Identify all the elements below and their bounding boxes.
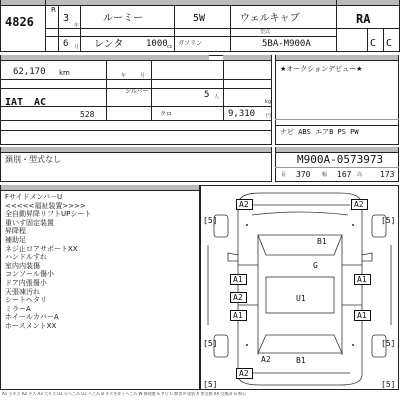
condition-line: Fサイドメンバ－U: [5, 193, 63, 201]
divider: [275, 60, 399, 61]
divider: [45, 28, 400, 29]
damage-rear-bumper: A2: [239, 369, 249, 378]
rear-left-tread: [5]: [203, 339, 218, 348]
door-count: 5W: [193, 13, 206, 24]
divider: [223, 60, 224, 120]
width-value: 167: [337, 170, 352, 179]
capacity-value: 5: [204, 90, 210, 100]
divider: [0, 130, 272, 131]
condition-line: 天張凍汚れ: [5, 287, 40, 296]
divider: [383, 28, 384, 52]
divider: [275, 119, 399, 120]
lot-header: [1, 0, 45, 5]
front-left-tread: [5]: [203, 216, 218, 225]
divider: [336, 0, 337, 52]
chassis-number: M900A-0573973: [297, 153, 384, 166]
transmission: IAT: [5, 97, 24, 108]
condition-line: ホースメントXX: [5, 322, 57, 330]
month-suffix: 月: [74, 44, 80, 50]
body-color: シルバー: [125, 88, 149, 95]
year-suffix: 年: [74, 23, 80, 29]
damage-hood: B1: [317, 237, 327, 246]
divider: [0, 79, 272, 80]
divider: [0, 60, 272, 61]
damage-g-mark: G: [313, 261, 318, 270]
damage-rear-door-left: A2: [233, 293, 243, 302]
divider: [0, 190, 200, 191]
divider: [275, 167, 399, 168]
recycle-fee: 9,310: [228, 109, 256, 119]
divider: [45, 0, 46, 52]
damage-front-door-left: A1: [233, 275, 243, 284]
width-label: 幅: [322, 172, 328, 178]
air-conditioner: AC: [34, 97, 47, 108]
displacement-unit: cc: [167, 44, 173, 50]
divider: [367, 28, 368, 52]
height-label: 高: [357, 172, 363, 178]
front-right-tread: [5]: [381, 216, 396, 225]
condition-line: 補助足: [5, 236, 26, 244]
mileage-unit: km: [59, 69, 70, 77]
overall-score: RA: [356, 12, 371, 26]
exterior-score: C: [386, 38, 393, 49]
inspect-year: 年: [121, 73, 127, 79]
mileage-value: 62,170: [13, 67, 46, 77]
usage-type: レンタ: [94, 39, 124, 50]
condition-line: 室内内装傷: [5, 261, 40, 270]
divider: [0, 152, 272, 153]
damage-front-right: A2: [354, 200, 364, 209]
car-header: [106, 0, 174, 5]
condition-line: ホイールカバーA: [5, 313, 59, 322]
damage-rear-a2: A2: [261, 355, 271, 364]
condition-line: コンソール傷小: [5, 270, 54, 279]
length-value: 370: [296, 170, 311, 179]
grade-header: [230, 0, 336, 5]
condition-line: ハンドルすれ: [5, 253, 47, 262]
capacity-unit: 人: [214, 94, 220, 100]
notes-text: 頚別・型式なし: [5, 155, 61, 164]
model-year: 3: [63, 13, 70, 24]
sales-point-text: ★オークションデビュー★: [280, 65, 363, 73]
model-month: 6: [63, 39, 69, 49]
damage-roof: U1: [296, 294, 306, 303]
divider: [80, 5, 81, 52]
door-header: [174, 0, 230, 5]
displacement: 1000: [146, 39, 168, 49]
divider: [230, 5, 231, 52]
legend-footer: A1 小キズ A2 キズ A3 大キズ U1 小へこみ U2 へこみ B キズを伴うへこみ W 修理歴 S サビ C 腐食 P 塗装 X 要交換 XX 交換済 G 飛石: [2, 392, 247, 396]
condition-line: 全自動昇降リフトUPシート: [5, 210, 92, 219]
year-header: [46, 0, 106, 5]
car-name: ルーミー: [103, 13, 143, 24]
rear-right-tread: [5]: [381, 339, 396, 348]
score-header: [336, 0, 399, 5]
header-hdr-line: [0, 5, 400, 6]
condition-line: <<<<<福祉装置>>>>: [5, 201, 86, 210]
recycle-unit: 円: [266, 113, 272, 119]
color-number: 528: [80, 110, 95, 119]
grade-name: ウェルキャブ: [240, 13, 300, 24]
model-label: 型式: [260, 29, 271, 35]
condition-line: ネジ止ロアサポートXX: [5, 244, 78, 253]
condition-line: 昇降程: [5, 227, 26, 236]
rear-right-tread-2: [5]: [381, 380, 396, 389]
condition-line: 重いす固定装置: [5, 218, 54, 227]
interior-color: クロ: [160, 111, 173, 118]
condition-line: ドア内張傷小: [5, 279, 47, 287]
damage-front-left: A2: [239, 200, 249, 209]
damage-rear-b1: B1: [296, 356, 306, 365]
equipment-list: ナビ ABS エアB PS PW: [280, 128, 359, 136]
rear-left-tread-2: [5]: [203, 380, 218, 389]
divider: [0, 120, 272, 121]
fuel-type: ガソリン: [178, 40, 203, 47]
divider: [106, 60, 107, 120]
damage-front-door-right: A1: [357, 275, 367, 284]
divider: [275, 125, 399, 126]
divider: [151, 60, 152, 120]
interior-score: C: [370, 38, 377, 49]
damage-rear-left: A1: [233, 311, 243, 320]
divider: [45, 36, 336, 37]
height-value: 173: [380, 170, 395, 179]
model-code: 5BA-M900A: [262, 39, 311, 49]
inspect-month: 月: [140, 73, 146, 79]
length-label: 長: [281, 172, 287, 178]
lot-number: 4826: [5, 15, 34, 29]
grade-letter: R: [51, 6, 56, 14]
condition-line: シートヘタリ: [5, 296, 47, 305]
condition-line: ミラーA: [5, 304, 31, 313]
damage-rear-door-right: A1: [357, 311, 367, 320]
divider: [174, 5, 175, 52]
divider: [58, 5, 59, 52]
load-unit: kg: [265, 99, 272, 105]
